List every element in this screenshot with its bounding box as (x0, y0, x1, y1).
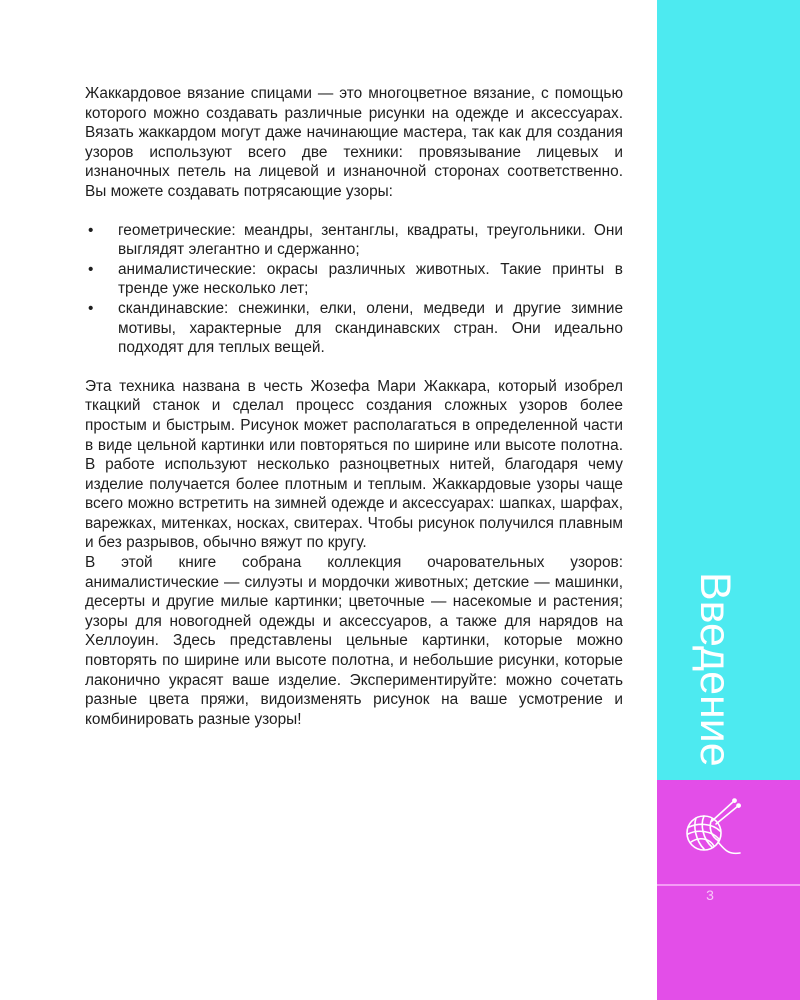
list-item (85, 221, 623, 260)
bullet-icon: • (88, 221, 94, 239)
list-item-text: анималистические: окрасы различных животных. Такие принты в тренде уже несколько лет; (118, 260, 623, 298)
page-number: 3 (706, 887, 714, 903)
collection-paragraph: В этой книге собрана коллекция очаровательных узоров: анималистические — силуэты и мордочки животных; детские — машинки, десерты и другие милые картинки; цветочные — насекомые и растения; узоры для новогодней одежды и аксессуаров, а также для нарядов на Хеллоуин. Здесь представлены цельные картинки, которые можно повторять по ширине или высоте полотна, и небольшие рисунки, которые лаконично украсят ваше изделие. Экспериментируйте: можно сочетать разные цвета пряжи, видоизменять рисунок на ваше усмотрение и комбинировать разные узоры! (85, 554, 623, 728)
main-text (85, 84, 623, 729)
list-item (85, 299, 623, 358)
history-paragraph: Эта техника названа в честь Жозефа Мари Жаккара, который изобрел ткацкий станок и сделал процесс создания сложных узоров более простым и быстрым. Рисунок может располагаться в определенной части в виде цельной картинки или повторяться по ширине или высоте полотна. В работе используют несколько разноцветных нитей, благодаря чему изделие получается более плотным и теплым. Жаккардовые узоры чаще всего можно встретить на зимней одежде и аксессуарах: шапках, шарфах, варежках, митенках, носках, свитерах. Чтобы рисунок получился плавным и без разрывов, обычно вяжут по кругу. (85, 377, 623, 552)
pattern-types-list (85, 221, 623, 358)
intro-paragraph: Жаккардовое вязание спицами — это многоцветное вязание, с помощью которого можно создавать различные рисунки на одежде и аксессуарах. Вязать жаккардом могут даже начинающие мастера, так как для создания узоров используют всего две техники: провязывание лицевых и изнаночных петель на лицевой и изнаночной сторонах соответственно. Вы можете создавать потрясающие узоры: (85, 85, 623, 200)
bullet-icon: • (88, 260, 94, 278)
list-item-text: скандинавские: снежинки, елки, олени, медведи и другие зимние мотивы, характерные для скандинавских стран. Они идеально подходят для теплых вещей. (118, 299, 623, 357)
band-divider (657, 884, 800, 886)
section-title: Введение (691, 572, 739, 767)
list-item-text: геометрические: меандры, зентанглы, квадраты, треугольники. Они выглядят элегантно и сдержанно; (118, 221, 623, 259)
yarn-ball-icon (678, 797, 744, 863)
bullet-icon: • (88, 299, 94, 317)
list-item (85, 260, 623, 299)
